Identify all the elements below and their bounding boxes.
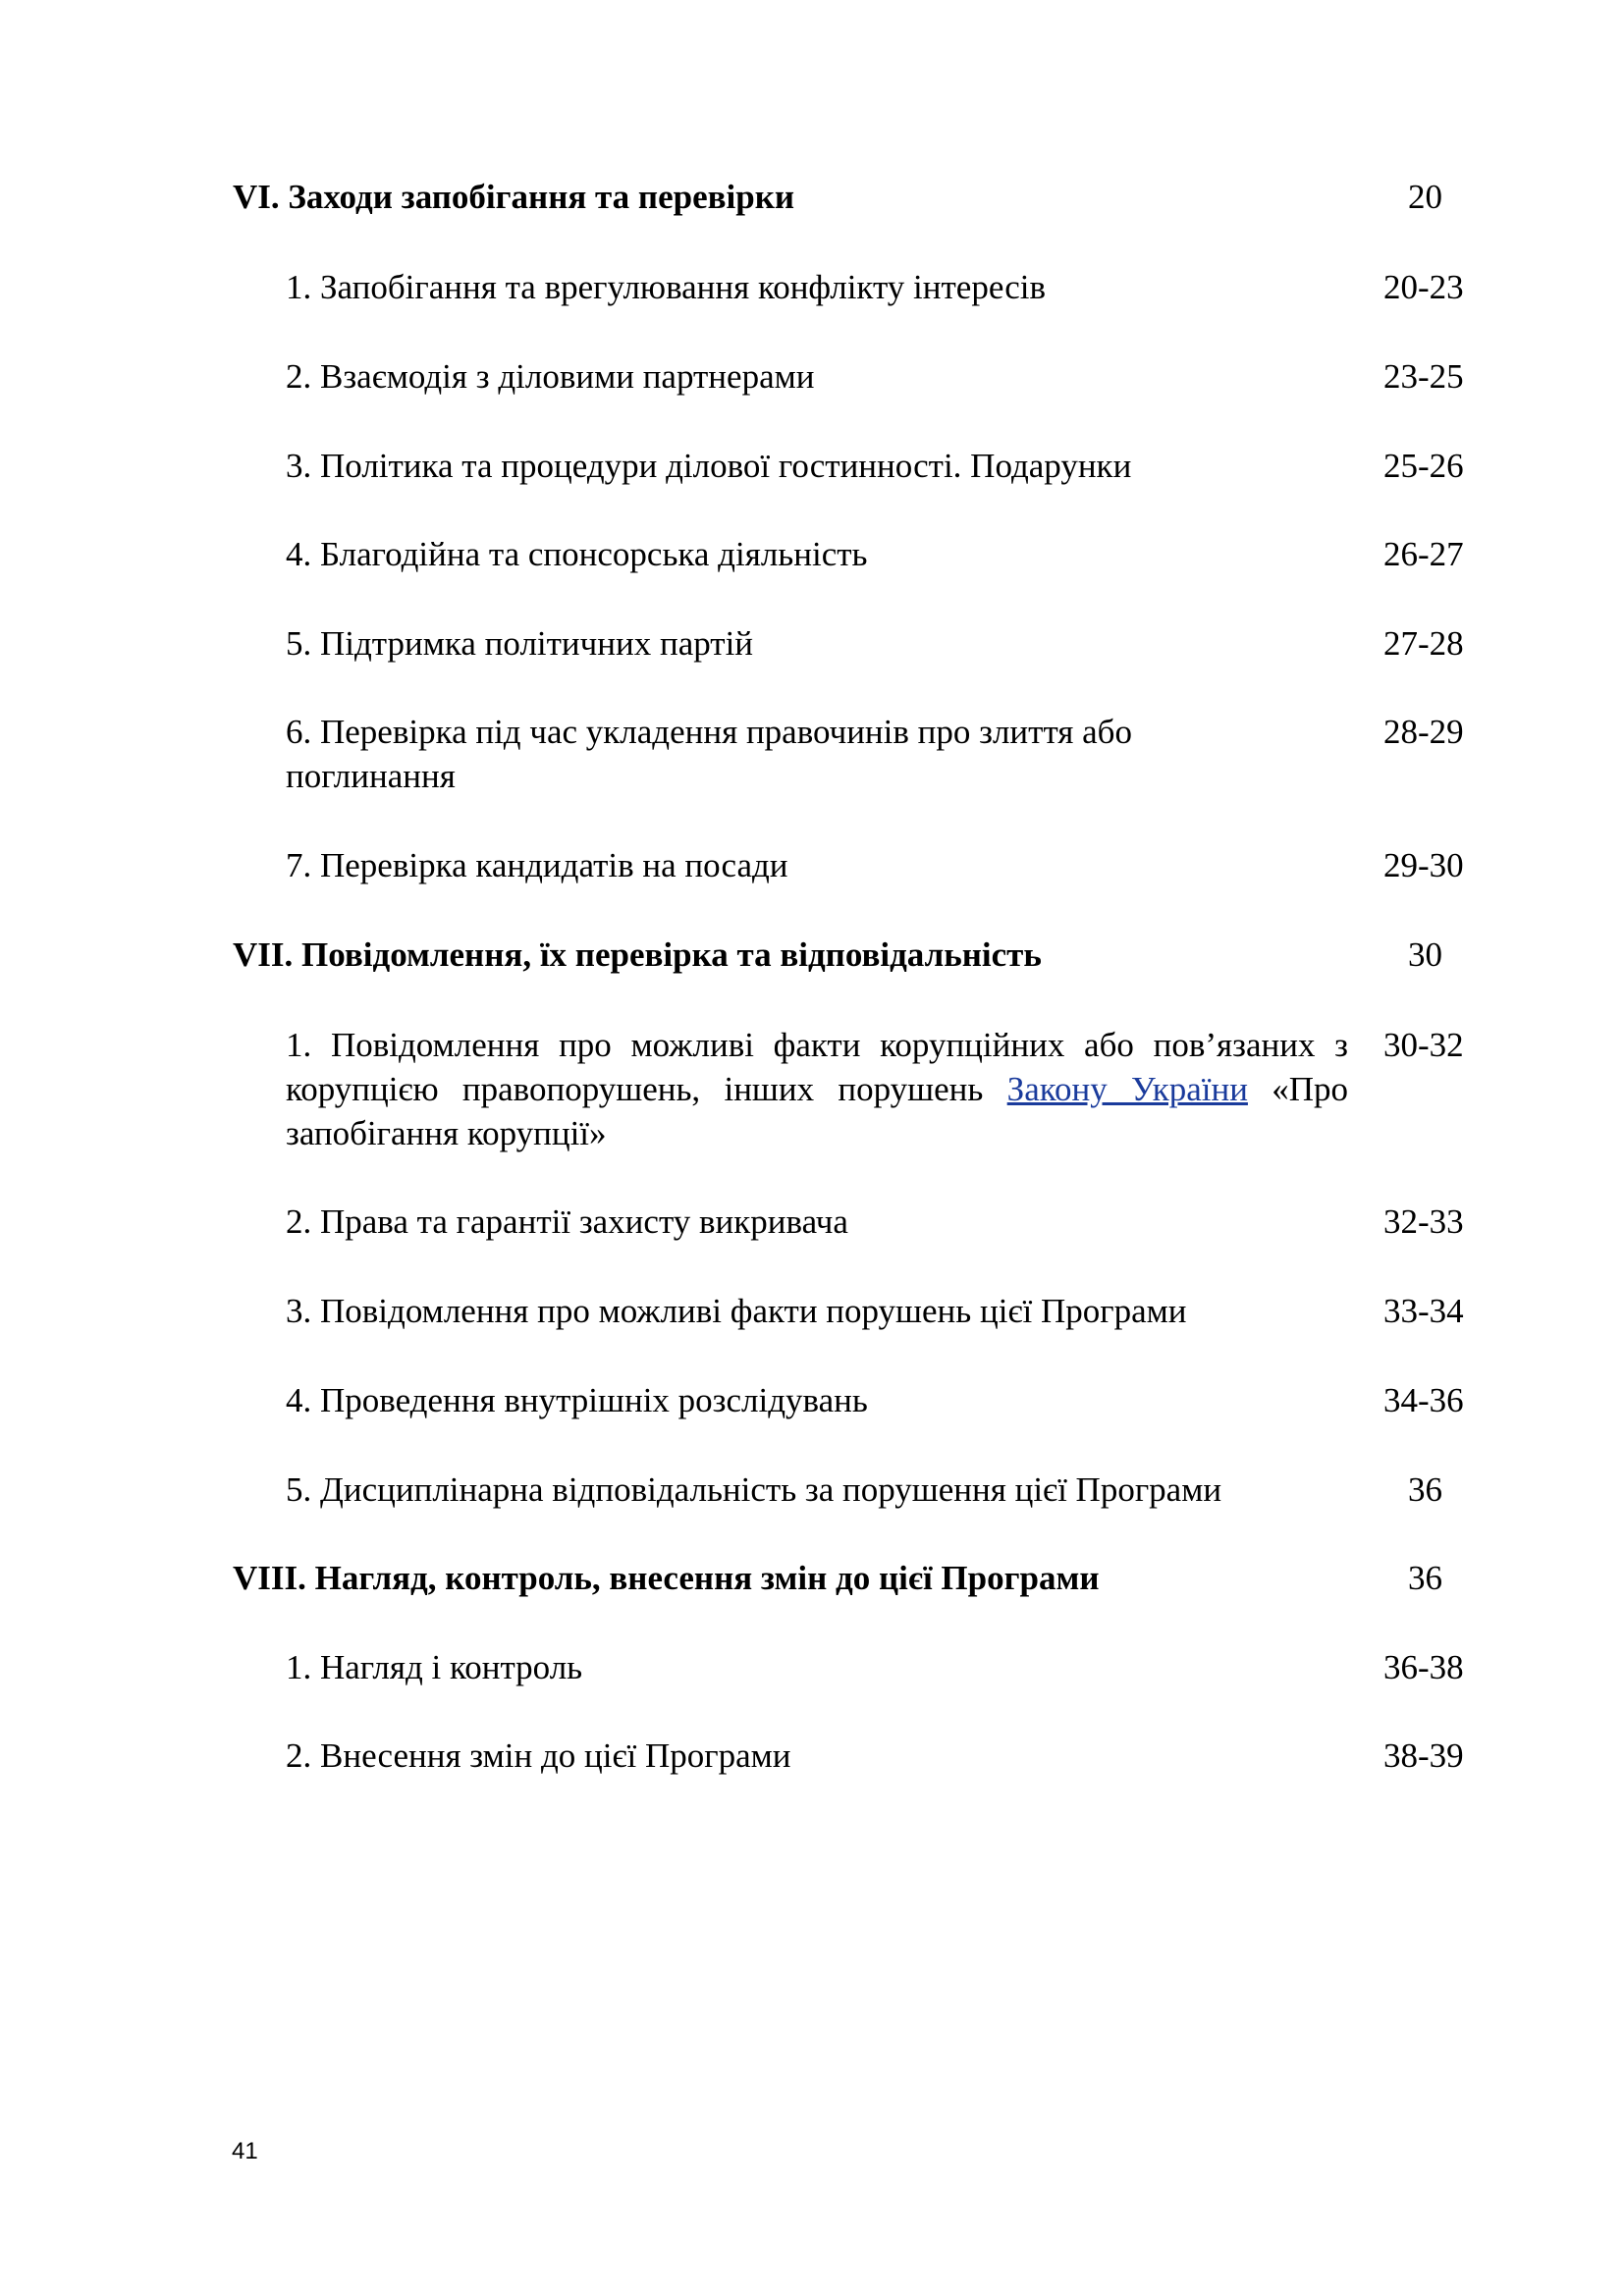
toc-item-title: 4. Проведення внутрішніх розслідувань [286,1381,868,1419]
toc-page-range: 30-32 [1383,1026,1464,1064]
toc-page-range: 36 [1408,1559,1442,1597]
toc-item-title: 5. Дисциплінарна відповідальність за порушення цієї Програми [286,1470,1222,1509]
toc-page-range: 30 [1408,935,1442,974]
toc-item-title: 2. Права та гарантії захисту викривача [286,1202,848,1241]
toc-page-range: 36-38 [1383,1648,1464,1686]
toc-item-title: 2. Взаємодія з діловими партнерами [286,357,815,396]
toc-page-range: 29-30 [1383,846,1464,884]
toc-page-range: 20 [1408,178,1442,216]
toc-item-title-line: 6. Перевірка під час укладення правочинів про злиття або [286,713,1132,751]
toc-item-title: 7. Перевірка кандидатів на посади [286,846,788,884]
toc-page-range: 26-27 [1383,535,1464,573]
toc-page-range: 34-36 [1383,1381,1464,1419]
toc-item-title-text: «Про запобігання корупції» [286,1070,1349,1152]
toc-item-title: 5. Підтримка політичних партій [286,624,754,663]
law-link[interactable]: Закону України [1006,1070,1248,1108]
toc-item-title-text: 1. Повідомлення про можливі факти корупційних або пов’язаних з корупцією правопорушень, інших порушень [286,1026,1348,1108]
page-number: 41 [232,2138,258,2164]
toc-item-title: 1. Нагляд і контроль [286,1648,583,1686]
toc-page-range: 38-39 [1383,1736,1464,1775]
toc-item-title: 4. Благодійна та спонсорська діяльність [286,535,868,573]
toc-section-title: VIII. Нагляд, контроль, внесення змін до цієї Програми [233,1559,1100,1597]
toc-item-title: 1. Запобігання та врегулювання конфлікту інтересів [286,268,1047,306]
toc-page-range: 28-29 [1383,713,1464,751]
toc-item-title: 3. Повідомлення про можливі факти порушень цієї Програми [286,1292,1187,1330]
toc-section-title: VII. Повідомлення, їх перевірка та відповідальність [233,935,1042,974]
toc-item-title: 2. Внесення змін до цієї Програми [286,1736,791,1775]
toc-page-range: 36 [1408,1470,1442,1509]
toc-page-range: 27-28 [1383,624,1464,663]
toc-item-title: 3. Політика та процедури ділової гостинності. Подарунки [286,447,1132,485]
toc-item-title [286,710,1348,798]
toc-page-range: 23-25 [1383,357,1464,396]
toc-page-range: 33-34 [1383,1292,1464,1330]
toc-section-title: VI. Заходи запобігання та перевірки [233,178,795,216]
toc-page-range: 32-33 [1383,1202,1464,1241]
toc-page-range: 25-26 [1383,447,1464,485]
toc-page-range: 20-23 [1383,268,1464,306]
toc-item-title [286,1023,1348,1155]
toc-item-title-line: поглинання [286,757,456,795]
